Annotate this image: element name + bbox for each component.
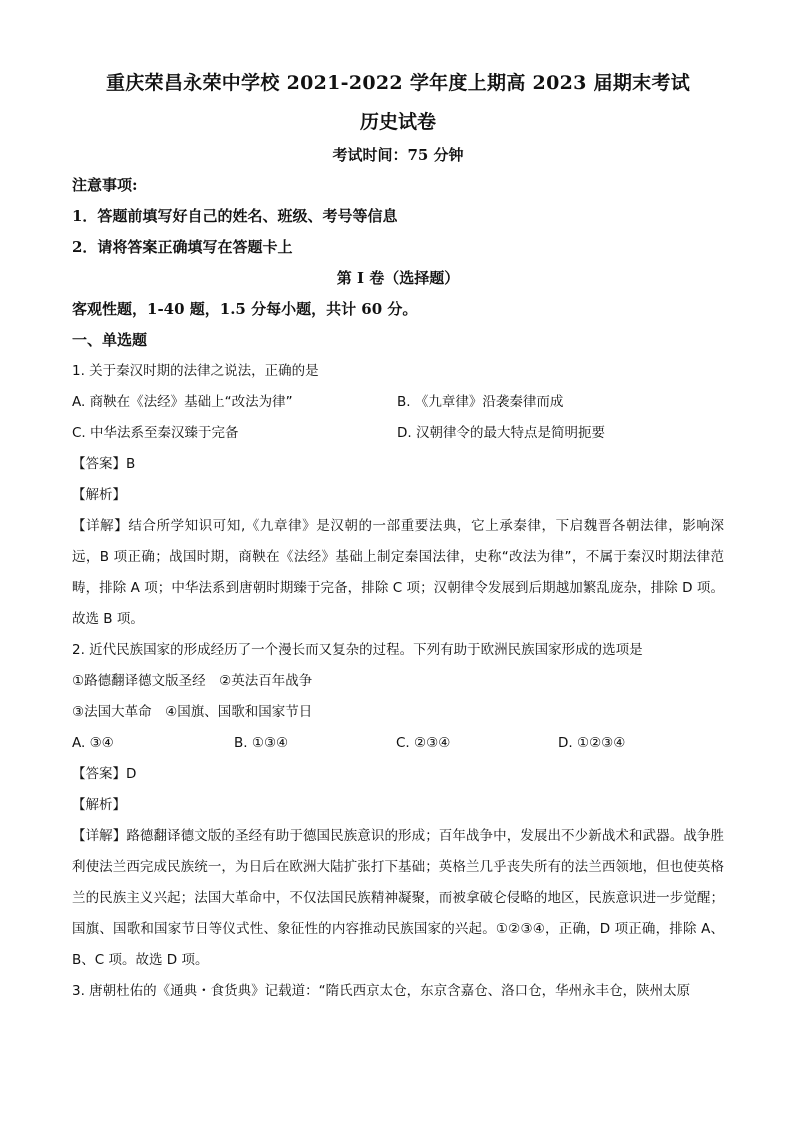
- question-stem: 2. 近代民族国家的形成经历了一个漫长而又复杂的过程。下列有助于欧洲民族国家形成的选项是: [72, 642, 643, 658]
- option-row: [72, 728, 724, 759]
- exam-time: 考试时间：75 分钟: [332, 146, 464, 164]
- option-b: B. 《九章律》沿袭秦律而成: [397, 394, 564, 410]
- section-instruction: 客观性题，1-40 题，1.5 分每小题，共计 60 分。: [72, 300, 418, 318]
- question-type-heading: 一、单选题: [72, 331, 148, 349]
- option-row: [72, 387, 724, 418]
- question-stem: 3. 唐朝杜佑的《通典・食货典》记载道：“隋氏西京太仓，东京含嘉仓、洛口仓，华州永丰仓，陕州太原: [72, 983, 691, 999]
- option-c: C. ②③④: [396, 735, 451, 751]
- detail-paragraph: 【详解】结合所学知识可知,《九章律》是汉朝的一部重要法典，它上承秦律，下启魏晋各朝法律，影响深远，B 项正确；战国时期，商鞅在《法经》基础上制定秦国法律，史称“改法为律”，不属于秦汉时期法律范畴，排除 A 项；中华法系到唐朝时期臻于完备，排除 C 项；汉朝律令发展到后期越加繁乱庞杂，排除 D 项。故选 B 项。: [72, 518, 724, 627]
- answer-label: 【答案】D: [72, 766, 137, 782]
- analysis-label: 【解析】: [72, 797, 126, 813]
- exam-title: 重庆荣昌永荣中学校 2021-2022 学年度上期高 2023 届期末考试: [105, 72, 691, 94]
- choice-line: ③法国大革命 ④国旗、国歌和国家节日: [72, 704, 313, 720]
- notice-item: 2．请将答案正确填写在答题卡上: [72, 238, 293, 256]
- choice-line: ①路德翻译德文版圣经 ②英法百年战争: [72, 673, 313, 689]
- answer-label: 【答案】B: [72, 456, 136, 472]
- option-a: A. 商鞅在《法经》基础上“改法为律”: [72, 394, 293, 410]
- option-d: D. 汉朝律令的最大特点是简明扼要: [397, 425, 605, 441]
- detail-paragraph: 【详解】路德翻译德文版的圣经有助于德国民族意识的形成；百年战争中，发展出不少新战术和武器。战争胜利使法兰西完成民族统一，为日后在欧洲大陆扩张打下基础；英格兰几乎丧失所有的法兰西领地，但也使英格兰的民族主义兴起；法国大革命中，不仅法国民族精神凝聚，而被拿破仑侵略的地区，民族意识进一步觉醒；国旗、国歌和国家节日等仪式性、象征性的内容推动民族国家的兴起。①②③④，正确，D 项正确，排除 A、B、C 项。故选 D 项。: [72, 828, 724, 968]
- option-c: C. 中华法系至秦汉臻于完备: [72, 425, 239, 441]
- volume-heading: 第 I 卷（选择题）: [336, 269, 460, 287]
- option-a: A. ③④: [72, 735, 114, 751]
- option-row: [72, 418, 724, 449]
- option-b: B. ①③④: [234, 735, 289, 751]
- notice-item: 1．答题前填写好自己的姓名、班级、考号等信息: [72, 207, 398, 225]
- notice-heading: 注意事项:: [72, 176, 138, 194]
- option-d: D. ①②③④: [558, 735, 626, 751]
- analysis-label: 【解析】: [72, 487, 126, 503]
- question-stem: 1. 关于秦汉时期的法律之说法，正确的是: [72, 363, 319, 379]
- exam-subtitle: 历史试卷: [359, 111, 436, 133]
